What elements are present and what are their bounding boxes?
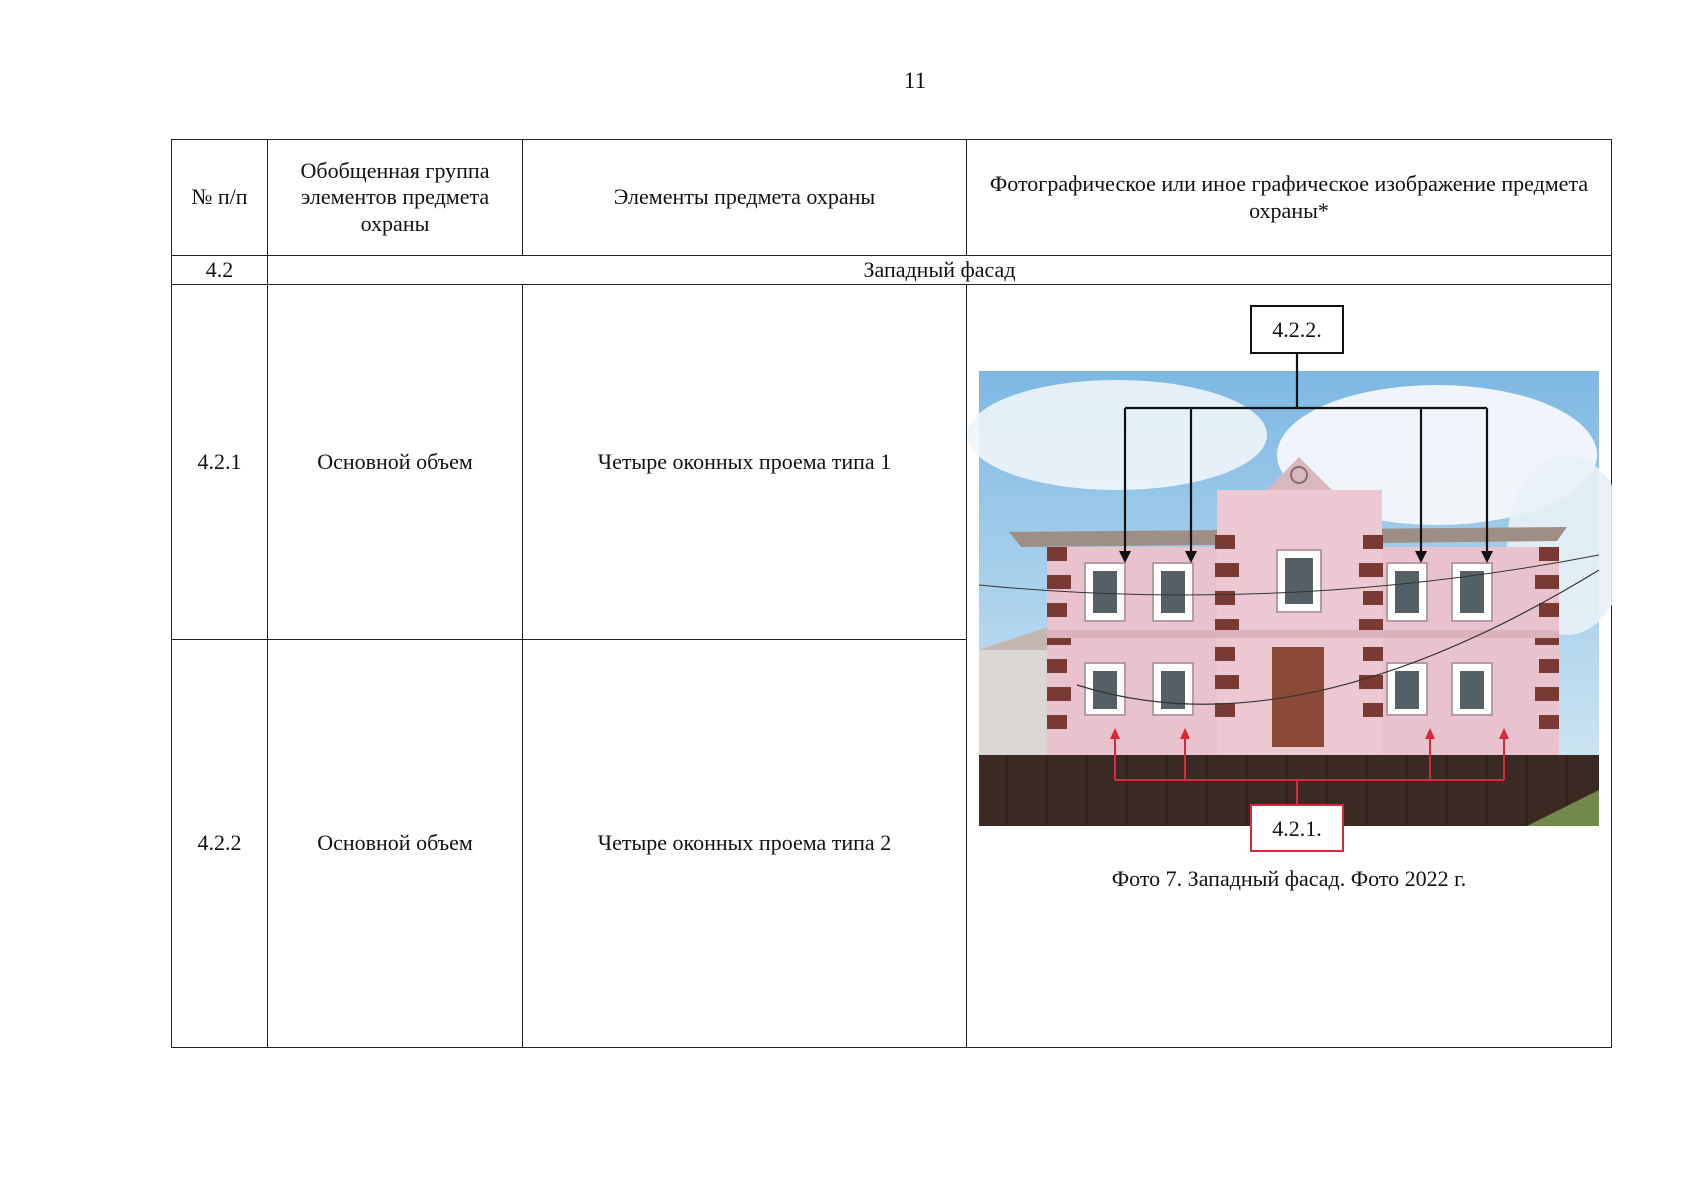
photo-caption: Фото 7. Западный фасад. Фото 2022 г. (1111, 866, 1467, 891)
protection-table (171, 139, 1612, 1048)
header-group: Обобщенная группа элементов предмета охраны (268, 140, 523, 256)
header-elements: Элементы предмета охраны (523, 140, 967, 256)
callout-bottom-label: 4.2.1. (1272, 816, 1322, 841)
table-row (172, 285, 1612, 640)
table-header-row (172, 140, 1612, 256)
section-number: 4.2 (172, 256, 268, 285)
row-element: Четыре оконных проема типа 2 (523, 640, 967, 1048)
callout-top-label: 4.2.2. (1272, 317, 1322, 342)
row-group: Основной объем (268, 640, 523, 1048)
row-element: Четыре оконных проема типа 1 (523, 285, 967, 640)
row-number: 4.2.1 (172, 285, 268, 640)
header-number: № п/п (172, 140, 268, 256)
section-title: Западный фасад (268, 256, 1612, 285)
section-row (172, 256, 1612, 285)
header-image: Фотографическое или иное графическое изображение предмета охраны* (967, 140, 1612, 256)
page-number: 11 (903, 68, 927, 93)
row-number: 4.2.2 (172, 640, 268, 1048)
building-image (967, 371, 1612, 826)
photo-cell (967, 285, 1612, 1048)
facade-photo (967, 285, 1612, 1048)
row-group: Основной объем (268, 285, 523, 640)
